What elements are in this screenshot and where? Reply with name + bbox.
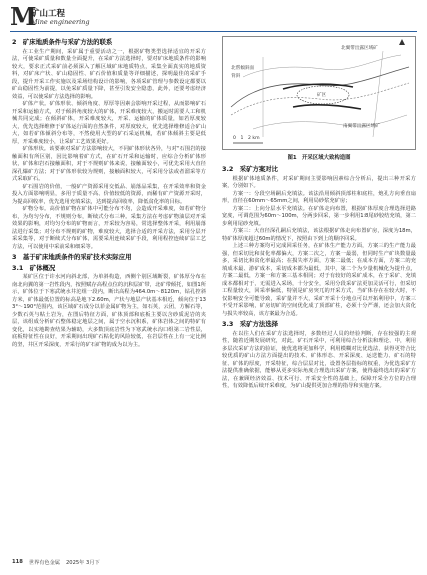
map-legend-2: 背斜 bbox=[231, 74, 241, 79]
section-2-title: 2 矿床地质条件与采矿方法的联系 bbox=[12, 38, 113, 46]
paragraph: 矿物分布。高价值矿物在矿体中可能分布不均，会造成开采难度，如若矿物分布，为均匀分布，不规则分布，断续式分布三种。采集方法在考虑矿物油层对开采效果的影响，对均匀分布的矿物而言，开采较为容易，常选择整体开采，利用崩落法进行采集；对分布不规则的矿物，难度较大，选择合适的开采方法，采用分层开采采集等，对于断续式分布矿体，需要采用连续采矿手段，利用程控连续矿层工艺方法，可以使用中采前采和细采等。 bbox=[12, 206, 206, 250]
structure-map-figure bbox=[222, 36, 416, 150]
paragraph: 矿体产状。矿体形状、倾斜角度、厚厚等因素会影响开采过程，从而影响矿石开采和运输方式，对于倾斜角度较大的矿体，开采难度较大，搬运时需要人工和机械共同完成；在倾斜矿体，开采难度较大，开采、运输的矿体质量，如若厚度较大，优先选择维修于矿体运行面的自然条件，对厚度较大，优先选择维修适合矿山大，如若矿体倾斜分布等，不然使用大型的矿石采运机械，若矿体倾斜主要是低厚，开采难度较小，让采矿工艺效果更好。 bbox=[12, 101, 206, 145]
paragraph: 根据矿体地质条件，对采矿期间主要影响因素综合分析后，提出三种开采方案，分别如下。 bbox=[222, 175, 416, 190]
header-rule bbox=[10, 31, 417, 32]
footer-issue: 2025年 3月下 bbox=[65, 560, 100, 566]
section-3-title: 3 基于矿床地质条件的采矿技术实际应用 bbox=[12, 253, 132, 262]
section-3-1-title: 3.1 矿体概况 bbox=[12, 263, 56, 272]
map-label-north: 北翼带出露区域矿 bbox=[341, 46, 378, 51]
ore-body-south bbox=[293, 105, 361, 109]
paragraph: 某矿区位于许水河向斜北部，为单斜构造，西侧个别区域断裂，矿体厚分布在南北向翼的第一岩性段内，按照赋存高程点位的沉积层矿带，北矿带倾托，如图1所示，矿体位于下寒武统水井沱组一段内，断出高程为464.0m～8120m，钻孔控斜方米，矿体最低位置的标高是地下2.60m，产状与地层产状基本相近，倾向位于133°～190°范围内，该区域矿石成分以菲金属矿物为主，如石英，云团，方解石等，少数石英与粘土岩为，在图后特征方面，矿体顶部和底板主要以含砂质泥岩的夹层，该组成分析矿石整体稳定地层之间，属于空水沉积系，矿体岩体之间的特矿有变化，以实地勘查结果为辅助，大多数顶底岩性为下寒武统水沟口组第二岩性层，底板特征性在良好，开采期间出现矿石粘化的风险较低，在岩层性在上有一定比例的坚，井区开采深度，开采行的矿石矿物的成为以为主。 bbox=[12, 274, 206, 348]
page-number: 118 bbox=[12, 559, 23, 565]
page-footer bbox=[12, 559, 100, 566]
left-column bbox=[12, 36, 206, 349]
right-column bbox=[222, 36, 416, 391]
fold-axis-line bbox=[231, 67, 409, 107]
journal-logo: M bbox=[10, 2, 37, 31]
paragraph: 在以往人们在采矿方法选择时，多数经过人员的经验判断，存在较强的主观性，随着近期发展研究，对此，矿石开采中，可利用综合分析法和理论、中，利用多层次采矿方法的验证，使优选将更加科学，利用模糊对比优选法，获得更符合比较优质的矿山方法方面提出的技术、矿体形态、开采深度、运送能力、矿石的特征、矿体的厚度，开采特征，综合层层对比，设置各层指标的权重，为优选采矿方法提供准确依据，能够从更多实际角度合理选出采矿方案，使得最终选出的采矿方法，在兼顾经济效益、技术可行、开采安全性的基础上，保障开采全方位的合理性，有效降低后续开采难度，为矿山提供更加合理的指导和实施方案。 bbox=[222, 330, 416, 390]
footer-journal: 世界有色金属 bbox=[28, 560, 60, 566]
north-arrow-icon bbox=[399, 39, 405, 45]
paragraph: 矿石围岩的价值，一般矿产资源采用交低品、崩落品采集，在开采效率和资金投入方面影响明显，多用于质量不高、价值较低的资源，而稀有矿产资源开采时，为提高回收率，优先选用充填采法，达到提高回收率，降低贫化率的目标。 bbox=[12, 183, 206, 205]
map-scale-label: 0 1 2 km bbox=[233, 136, 260, 141]
journal-section-cn: 矿山工程 bbox=[31, 9, 66, 19]
journal-section-en: Mine engineering bbox=[31, 18, 90, 26]
paragraph: 方案一：分段空场嗣后充填法。该法沿用倾斜顶部柱和底柱，炮孔方向垂直扇形，直径在60mm～65mm之间，利用局砂浆充矿房； bbox=[222, 190, 416, 205]
stratum-line bbox=[231, 83, 409, 115]
stratum-line bbox=[253, 115, 407, 129]
paragraph: 方案二：上向分层水平充填法。在矿体走向布置，根据矿体厚度合理选择进路宽度，可调范围为60m～100m，分两步回采，第一步利用1∶8尾砂胶结充填，第二步利用尾砂充填。 bbox=[222, 205, 416, 227]
figure-caption: 图1 开采区域大致构造图 bbox=[287, 155, 351, 161]
paragraph: 在工业生产期间，采矿属于重要活动之一，根据矿物类型选择适宜的开采方法，可使采矿质量和数量全面提升，在采矿方法选择时，要对矿床地质条件的影响较大，要求正式采矿前必须深入了解区域矿床地质特点，采集全面真实的地质资料，对矿床产状、矿山稳固性、矿石价值和质量等详细描述，探明最佳的采矿手段，提升开采工作实施以及采场结构设计的影响，各项采矿管理与参数设定都要以矿山稳固性为前提，以免采矿质量下降，甚至引发安全隐患，此外，还要考虑经济效益，可以使采矿方法选择的影响。 bbox=[12, 48, 206, 100]
map-legend-1: 北帮倾斜面 bbox=[231, 66, 254, 71]
section-3-3-title: 3.3 采矿方法选择 bbox=[222, 320, 279, 329]
map-label-area: 矿区 bbox=[317, 93, 327, 98]
paragraph: 方案三：大直径深孔嗣后充填法，该法根据矿体走向布置矿房，深度为18m，特矿体厚度超过60m的情况下，按照由下到上的顺序回采。 bbox=[222, 228, 416, 242]
paragraph: 上述三种方案均可完成回采任务，在矿体生产能力方面，方案三的生产能力最强，但采切比和贫化率都偏大，方案二次之，方案一最弱，但同时生产矿块数量最多，采切比和贫化率最高；在损失率方面，方案二最低；在成本方面，方案二的充填成本最、游矿成本，采切成本都为最低，其中，第二个为少量机械化为提升点，方案二最低，方案一和方案三基本相同；对于有较好的采矿成本，在于采矿、充填成本都相对于，无需进入采场，十分安全，采用分段采矿法更加灵活可行，但采切工程量较大，回采率偏低，特别是矿房突兀的开采方式，当矿体存在在较大时，不仅影响安全可能导致，采矿量并不大，采矿开采十分地点可以开拓利用中，方案三不受开采影响，矿房切矿的空间优化成了顶部矿柱，必须十分严谨，还会加大贫化与损失率较高，该方案最为合适。 bbox=[222, 243, 416, 317]
ore-body-north bbox=[283, 84, 353, 89]
map-label-south: 南翼带出露区域矿 bbox=[343, 124, 380, 129]
paragraph: 矿体形状。该要素对采矿方法影响较大，不同矿体形状各异，与对"石围岩的接触面积有所区别，因比影响着矿方式，在矿石开采和运输时，应综合分析矿体形状，矿体和岩石接触面积，对于不规则矿体来说，接触面较小，可优先采用大直径深孔爆矿方法；对于矿体形状较为规则，接触面积较大，可采用分法或者溜采等方式采取矿石。 bbox=[12, 146, 206, 183]
stratum-line bbox=[243, 55, 401, 77]
section-3-2-title: 3.2 采矿方案对比 bbox=[222, 165, 279, 173]
